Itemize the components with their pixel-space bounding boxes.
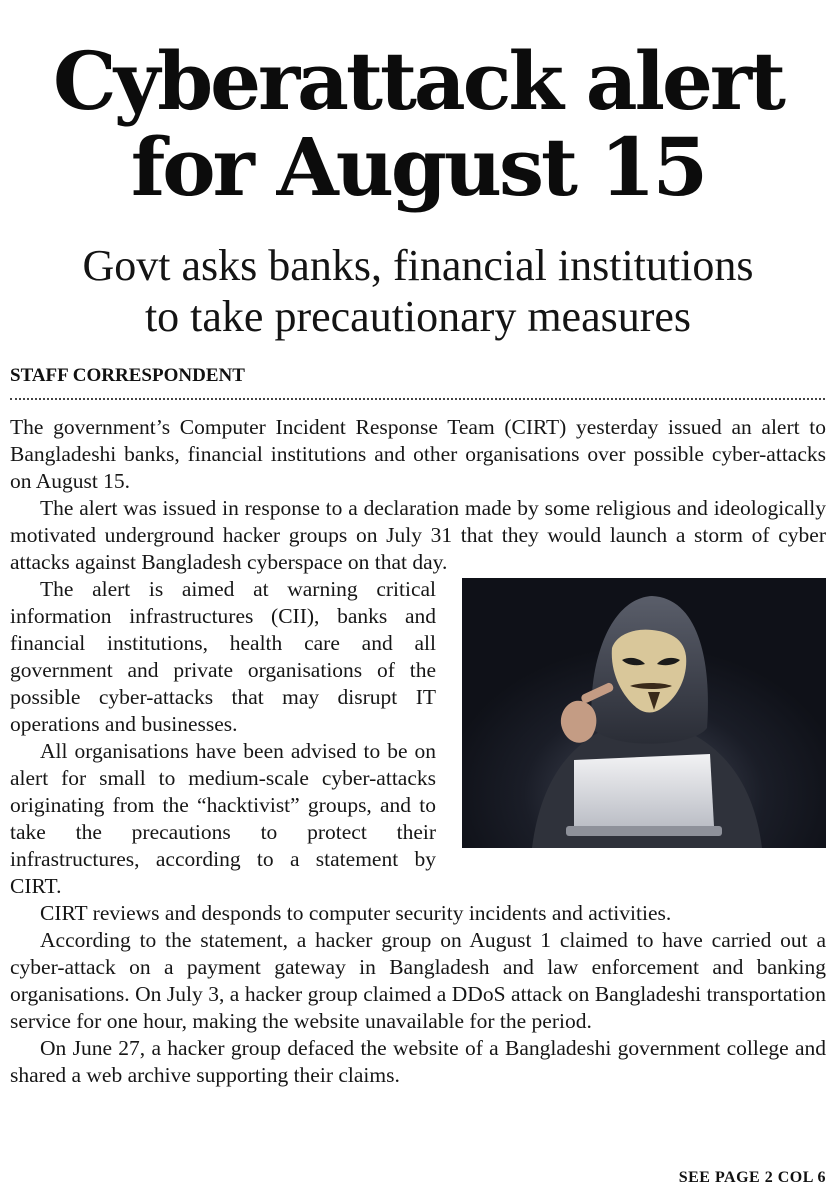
byline: STAFF CORRESPONDENT [10, 365, 245, 386]
paragraph-3: The alert is aimed at warning critical information infrastructures (CII), banks and financial institutions, health care and all government and private organisations of the possible cyber-attacks that may disrupt IT operations and businesses. [10, 577, 436, 736]
headline-line-2: for August 15 [130, 120, 706, 214]
paragraph-6: According to the statement, a hacker group on August 1 claimed to have carried out a cyber-attack on a payment gateway in Bangladesh and law enforcement and banking organisations. On July 3, a hacker group claimed a DDoS attack on Bangladeshi transportation service for one hour, making the website unavailable for the period. [10, 928, 826, 1033]
paragraph-4: All organisations have been advised to be on alert for small to medium-scale cyber-attacks originating from the “hacktivist” groups, and to take the precautions to protect their infrastructures, according to a statement by CIRT. [10, 739, 436, 898]
continuation-jump: SEE PAGE 2 COL 6 [678, 1169, 826, 1186]
paragraph-7: On June 27, a hacker group defaced the website of a Bangladeshi government college and shared a web archive supporting their claims. [10, 1036, 826, 1087]
dotted-divider [10, 398, 825, 400]
paragraph-1: The government’s Computer Incident Response Team (CIRT) yesterday issued an alert to Bangladeshi banks, financial institutions and other organisations over possible cyber-attacks on August 15. [10, 415, 826, 493]
hacker-photo [462, 578, 826, 848]
laptop-base [566, 826, 722, 836]
headline [0, 34, 836, 214]
paragraph-5: CIRT reviews and desponds to computer security incidents and activities. [40, 901, 672, 925]
paragraph-2: The alert was issued in response to a declaration made by some religious and ideologically motivated underground hacker groups on July 31 that they would launch a storm of cyber attacks against Bangladesh cyberspace on that day. [10, 496, 826, 574]
laptop-screen [574, 754, 714, 830]
headline-line-1: Cyberattack alert [53, 34, 783, 128]
hooded-hacker-illustration [462, 578, 826, 848]
subheadline-line-2: to take precautionary measures [144, 292, 692, 341]
subheadline-line-1: Govt asks banks, financial institutions [82, 241, 754, 290]
subheadline [0, 240, 836, 342]
article-body [10, 414, 826, 1089]
